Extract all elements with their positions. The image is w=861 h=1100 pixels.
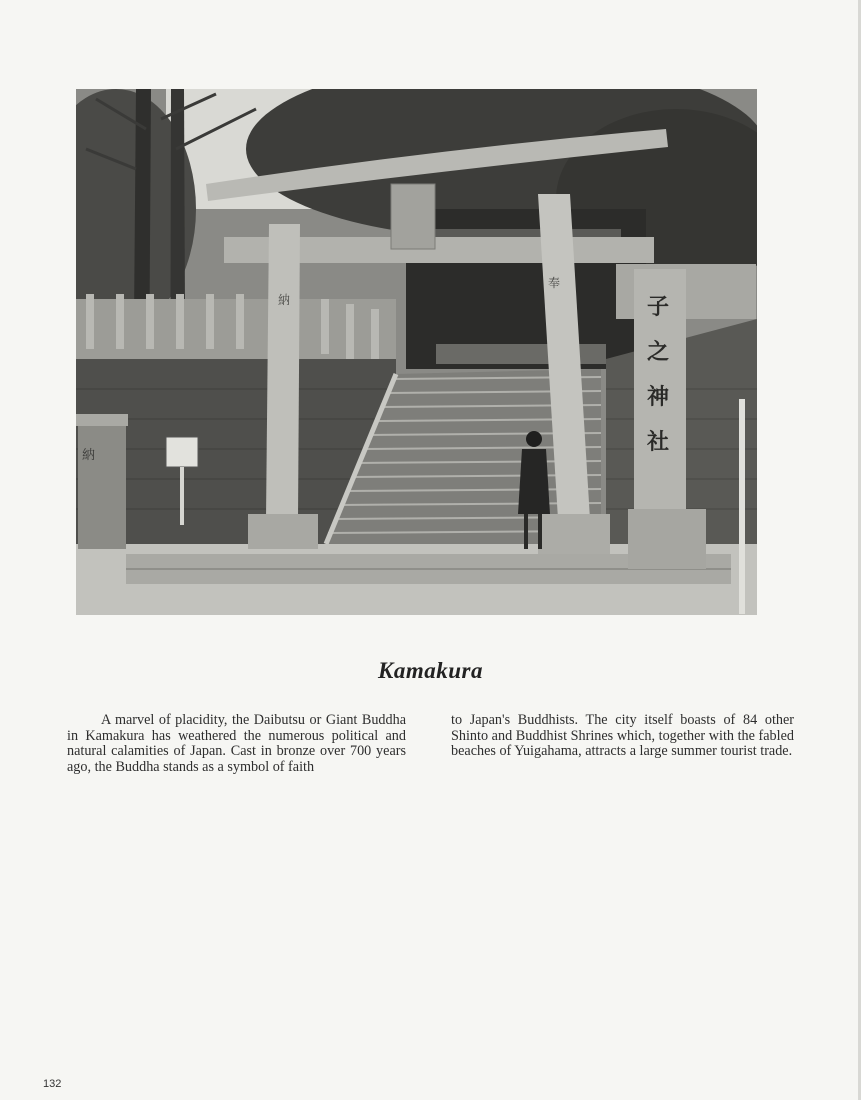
shrine-name-char: 子 (647, 295, 670, 320)
page-number: 132 (43, 1078, 62, 1090)
article-title: Kamakura (378, 658, 483, 683)
left-pillar-inscription: 納 (278, 293, 291, 307)
body-text-right-column: to Japan's Buddhists. The city itself boasts of 84 other Shinto and Buddhist Shrines which, together with the fabled beaches of Yuigahama, attracts a large summer tourist trade. (451, 712, 794, 760)
shrine-name-char: 社 (647, 430, 670, 455)
right-pillar-inscription: 奉 (548, 276, 561, 290)
shrine-photograph (76, 89, 757, 615)
lantern-inscription: 納 (82, 448, 96, 463)
shrine-name-char: 神 (647, 385, 670, 410)
body-text-left-column: A marvel of placidity, the Daibutsu or Giant Buddha in Kamakura has weathered the numerous political and natural calamities of Japan. Cast in bronze over 700 years ago, the Buddha stands as a symbol of faith (67, 712, 406, 775)
shrine-name-char: 之 (647, 340, 670, 365)
